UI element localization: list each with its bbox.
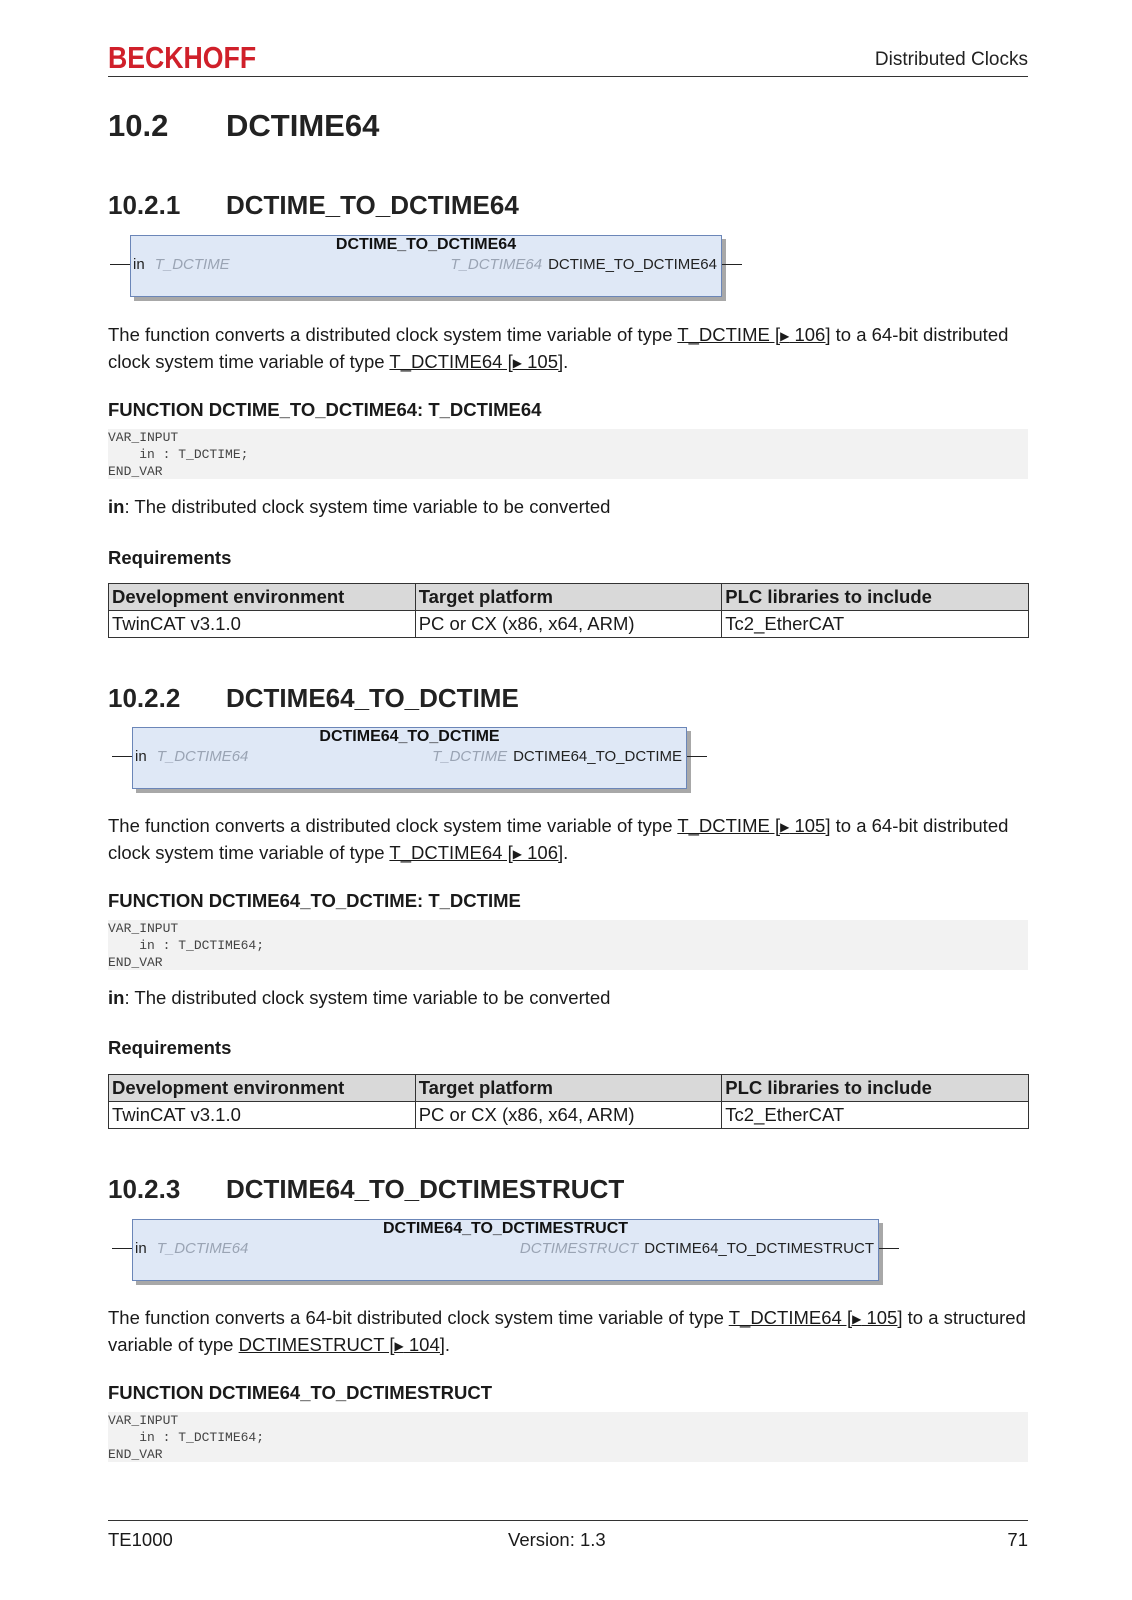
function-block-diagram <box>130 235 722 297</box>
link-t-dctime64[interactable]: T_DCTIME64 [▶ 105] <box>728 1307 903 1328</box>
footer-version: Version: 1.3 <box>508 1529 606 1550</box>
table-row <box>109 611 1029 638</box>
fb-output <box>450 256 717 273</box>
table-header: PLC libraries to include <box>722 1075 1029 1102</box>
heading-title: DCTIME_TO_DCTIME64 <box>226 190 519 220</box>
function-block-diagram <box>132 727 687 789</box>
page-header <box>108 40 1028 77</box>
fb-output <box>520 1240 874 1257</box>
table-header: Development environment <box>109 584 416 611</box>
link-t-dctime64[interactable]: T_DCTIME64 [▶ 106] <box>389 842 564 863</box>
table-header-row <box>109 584 1029 611</box>
desc-text: The function converts a 64-bit distributed clock system time variable of type <box>108 1307 729 1328</box>
table-cell: Tc2_EtherCAT <box>722 1102 1029 1129</box>
code-line: END_VAR <box>108 1447 163 1462</box>
function-heading: FUNCTION DCTIME64_TO_DCTIME: T_DCTIME <box>108 890 521 911</box>
parameter-description <box>108 494 1028 519</box>
table-header: Target platform <box>415 1075 722 1102</box>
heading-title: DCTIME64_TO_DCTIMESTRUCT <box>226 1174 625 1204</box>
code-block <box>108 429 1028 479</box>
fb-input-type: T_DCTIME64 <box>156 1240 249 1257</box>
beckhoff-logo: BECKHOFF <box>108 40 257 75</box>
fb-title: DCTIME_TO_DCTIME64 <box>335 236 517 253</box>
fb-input-name: in <box>135 748 147 765</box>
table-header-row <box>109 1075 1029 1102</box>
table-header: Development environment <box>109 1075 416 1102</box>
heading-10-2-3 <box>108 1174 625 1205</box>
heading-number: 10.2.3 <box>108 1174 181 1204</box>
param-text: : The distributed clock system time variable to be converted <box>124 987 611 1008</box>
function-description <box>108 322 1028 376</box>
fb-input <box>135 1240 248 1257</box>
heading-10-2 <box>108 108 380 144</box>
fb-input <box>133 256 230 273</box>
param-name: in <box>108 987 125 1008</box>
triangle-right-icon: ▶ <box>780 329 790 343</box>
table-header: PLC libraries to include <box>722 584 1029 611</box>
function-description <box>108 1305 1028 1359</box>
heading-title: DCTIME64 <box>226 108 380 143</box>
page-footer <box>108 1520 1028 1561</box>
fb-output-type: T_DCTIME <box>432 748 508 765</box>
function-description <box>108 813 1028 867</box>
table-cell: Tc2_EtherCAT <box>722 611 1029 638</box>
heading-title: DCTIME64_TO_DCTIME <box>226 683 519 713</box>
desc-text: . <box>444 1334 451 1355</box>
requirements-table <box>108 583 1029 638</box>
desc-text: . <box>563 842 569 863</box>
requirements-heading: Requirements <box>108 547 232 568</box>
param-text: : The distributed clock system time variable to be converted <box>124 496 611 517</box>
fb-input-type: T_DCTIME <box>154 256 230 273</box>
fb-output-type: DCTIMESTRUCT <box>519 1240 639 1257</box>
code-line: END_VAR <box>108 464 163 479</box>
heading-number: 10.2.1 <box>108 190 181 220</box>
fb-output-name: DCTIME64_TO_DCTIMESTRUCT <box>644 1240 874 1257</box>
output-pin-line <box>879 1248 899 1249</box>
param-name: in <box>108 496 125 517</box>
code-line: in : T_DCTIME; <box>108 447 249 462</box>
fb-output <box>432 748 682 765</box>
code-line: VAR_INPUT <box>108 921 179 936</box>
fb-output-name: DCTIME_TO_DCTIME64 <box>548 256 717 273</box>
parameter-description <box>108 985 1028 1010</box>
triangle-right-icon: ▶ <box>512 356 522 370</box>
function-block-diagram <box>132 1219 879 1281</box>
code-block <box>108 1412 1028 1462</box>
input-pin-line <box>110 264 130 265</box>
link-dctimestruct[interactable]: DCTIMESTRUCT [▶ 104] <box>238 1334 445 1355</box>
table-header: Target platform <box>415 584 722 611</box>
triangle-right-icon: ▶ <box>512 847 522 861</box>
document-page <box>108 0 1028 1600</box>
input-pin-line <box>112 1248 132 1249</box>
heading-10-2-2 <box>108 683 519 714</box>
table-row <box>109 1102 1029 1129</box>
footer-page-number: 71 <box>1007 1529 1028 1550</box>
fb-input <box>135 748 248 765</box>
code-line: in : T_DCTIME64; <box>108 938 265 953</box>
code-line: VAR_INPUT <box>108 1413 179 1428</box>
heading-number: 10.2 <box>108 108 169 143</box>
requirements-table <box>108 1074 1029 1129</box>
triangle-right-icon: ▶ <box>852 1312 862 1326</box>
fb-output-name: DCTIME64_TO_DCTIME <box>513 748 682 765</box>
fb-output-type: T_DCTIME64 <box>450 256 543 273</box>
fb-input-type: T_DCTIME64 <box>156 748 249 765</box>
triangle-right-icon: ▶ <box>394 1339 404 1353</box>
input-pin-line <box>112 756 132 757</box>
code-line: END_VAR <box>108 955 163 970</box>
code-line: in : T_DCTIME64; <box>108 1430 265 1445</box>
requirements-heading: Requirements <box>108 1037 232 1058</box>
function-heading: FUNCTION DCTIME_TO_DCTIME64: T_DCTIME64 <box>108 399 542 420</box>
fb-input-name: in <box>133 256 145 273</box>
table-cell: PC or CX (x86, x64, ARM) <box>415 611 722 638</box>
heading-10-2-1 <box>108 190 519 221</box>
heading-number: 10.2.2 <box>108 683 181 713</box>
link-t-dctime[interactable]: T_DCTIME [▶ 106] <box>677 324 831 345</box>
desc-text: to a 64-bit distributed clock system time variable of type <box>108 815 1009 863</box>
table-cell: TwinCAT v3.1.0 <box>109 611 416 638</box>
fb-title: DCTIME64_TO_DCTIME <box>319 728 500 745</box>
desc-text: . <box>563 351 569 372</box>
footer-product: TE1000 <box>108 1529 173 1550</box>
output-pin-line <box>722 264 742 265</box>
fb-title: DCTIME64_TO_DCTIMESTRUCT <box>382 1220 629 1237</box>
link-t-dctime[interactable]: T_DCTIME [▶ 105] <box>677 815 831 836</box>
desc-text: The function converts a distributed clock system time variable of type <box>108 815 678 836</box>
code-line: VAR_INPUT <box>108 430 179 445</box>
header-section-title: Distributed Clocks <box>874 49 1028 70</box>
output-pin-line <box>687 756 707 757</box>
desc-text: to a structured variable of type <box>108 1307 1026 1355</box>
table-cell: PC or CX (x86, x64, ARM) <box>415 1102 722 1129</box>
desc-text: to a 64-bit distributed clock system time variable of type <box>108 324 1009 372</box>
table-cell: TwinCAT v3.1.0 <box>109 1102 416 1129</box>
function-heading: FUNCTION DCTIME64_TO_DCTIMESTRUCT <box>108 1382 493 1403</box>
code-block <box>108 920 1028 970</box>
link-t-dctime64[interactable]: T_DCTIME64 [▶ 105] <box>389 351 564 372</box>
triangle-right-icon: ▶ <box>780 820 790 834</box>
fb-input-name: in <box>135 1240 147 1257</box>
desc-text: The function converts a distributed clock system time variable of type <box>108 324 678 345</box>
